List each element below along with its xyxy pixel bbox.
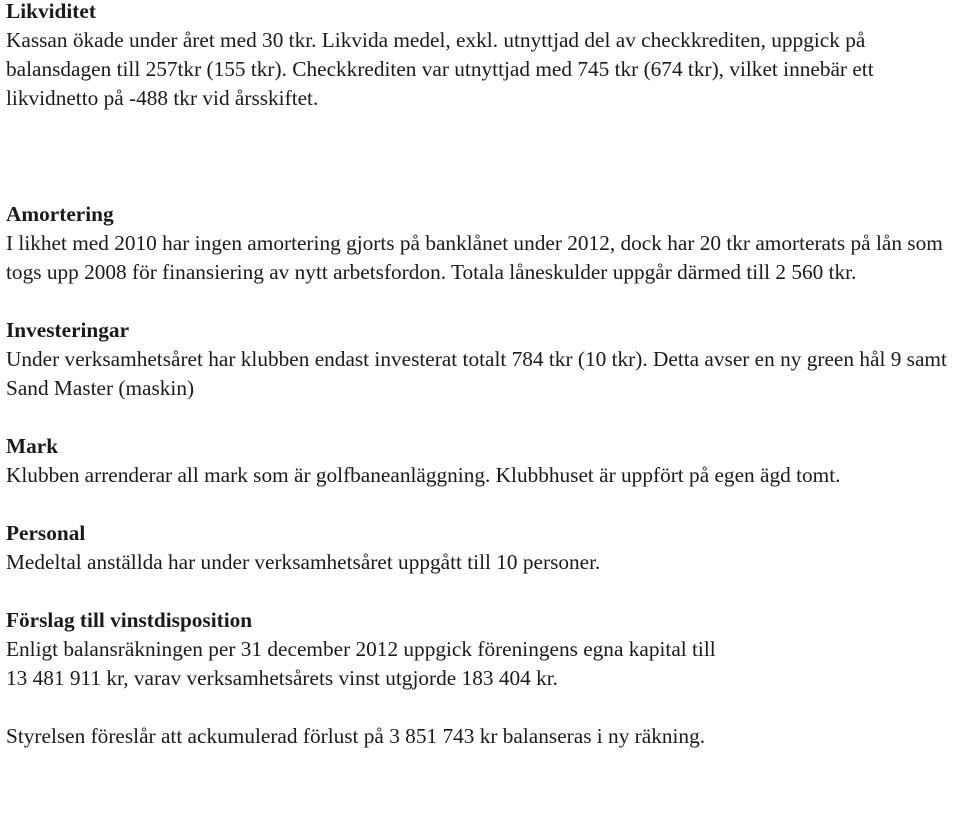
section-amortering (6, 200, 956, 287)
section-paragraph: Medeltal anställda har under verksamhetsåret uppgått till 10 personer. (6, 550, 601, 574)
section-paragraph: Enligt balansräkningen per 31 december 2012 uppgick föreningens egna kapital till (6, 637, 716, 661)
spacer (6, 113, 956, 200)
section-paragraph: 13 481 911 kr, varav verksamhetsårets vinst utgjorde 183 404 kr. (6, 666, 558, 690)
section-paragraph: Under verksamhetsåret har klubben endast investerat totalt 784 tkr (10 tkr). Detta avser en ny green hål 9 samt Sand Master (maskin) (6, 347, 947, 400)
document-page (6, 0, 956, 751)
section-paragraph: I likhet med 2010 har ingen amortering gjorts på banklånet under 2012, dock har 20 tkr amorterats på lån som togs upp 2008 för finansiering av nytt arbetsfordon. Totala låneskulder uppgår därmed till 2 560 tkr. (6, 231, 943, 284)
section-personal (6, 519, 956, 577)
spacer (6, 403, 956, 432)
section-likviditet (6, 0, 956, 113)
spacer (6, 693, 956, 722)
section-heading: Förslag till vinstdisposition (6, 608, 253, 632)
section-heading: Likviditet (6, 0, 96, 23)
section-paragraph: Kassan ökade under året med 30 tkr. Likvida medel, exkl. utnyttjad del av checkkrediten, uppgick på balansdagen till 257tkr (155 tkr). Checkkrediten var utnyttjad med 745 tkr (674 tkr), vilket innebär ett likvidnetto på -488 tkr vid årsskiftet. (6, 28, 874, 110)
closing-statement (6, 722, 956, 751)
spacer (6, 287, 956, 316)
spacer (6, 490, 956, 519)
closing-paragraph: Styrelsen föreslår att ackumulerad förlust på 3 851 743 kr balanseras i ny räkning. (6, 724, 706, 748)
section-paragraph: Klubben arrenderar all mark som är golfbaneanläggning. Klubbhuset är uppfört på egen ägd tomt. (6, 463, 841, 487)
section-vinstdisposition (6, 606, 956, 693)
section-heading: Amortering (6, 202, 114, 226)
section-investeringar (6, 316, 956, 403)
section-heading: Investeringar (6, 318, 130, 342)
section-heading: Personal (6, 521, 86, 545)
spacer (6, 577, 956, 606)
section-heading: Mark (6, 434, 59, 458)
section-mark (6, 432, 956, 490)
